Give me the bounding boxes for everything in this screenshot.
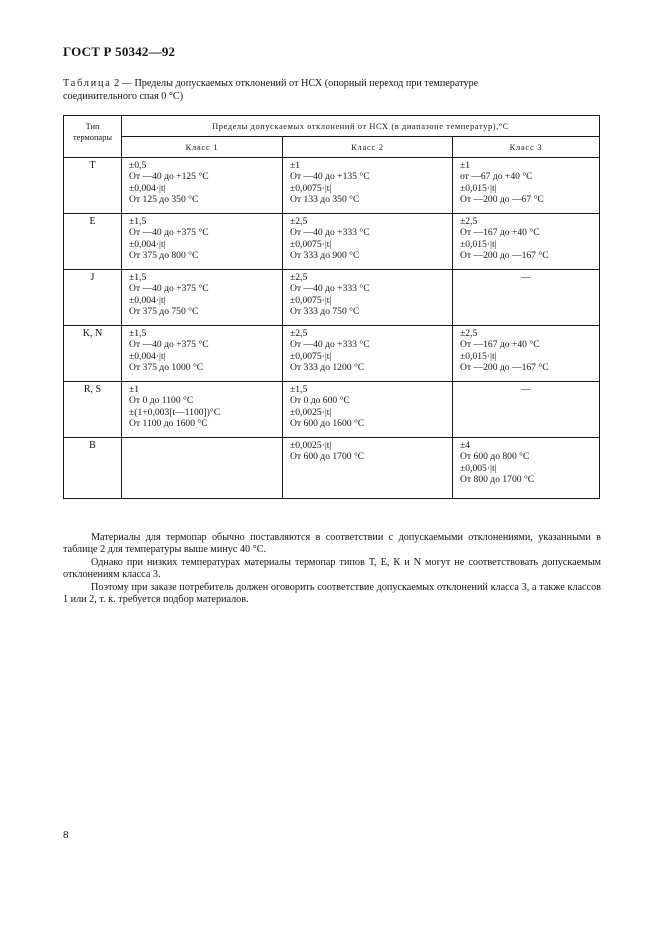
tolerance-line: От 133 до 350 °С [290,193,360,205]
note-paragraph: Поэтому при заказе потребитель должен оговорить соответствие допускаемых отклонений класса 3, а также классов 1 или 2, т. к. требуется подбор материалов. [63,581,601,606]
tolerance-line: ±1,5 [129,328,147,339]
thermocouple-type: J [64,270,122,326]
tolerance-line: ±0,0075·|t| [290,182,332,194]
tolerance-line: От —40 до +333 °С [290,339,370,351]
tolerance-line: ±0,0025·|t| [290,406,332,418]
thermocouple-type: B [64,438,122,499]
table-row [64,326,600,382]
tolerance-line: ±0,0025·|t| [290,440,332,451]
column-header-class-3: Класс 3 [453,137,600,158]
column-header-type: Тип термопары [64,116,122,158]
document-header: ГОСТ Р 50342—92 [63,44,176,59]
tolerance-line: ±0,5 [129,160,147,171]
tolerance-line: ±2,5 [460,216,478,227]
column-header-class-1: Класс 1 [122,137,283,158]
tolerance-line: От 0 до 1100 °С [129,395,194,407]
caption-text-line2: соединительного спая 0 °С) [63,90,184,102]
tolerance-line: ±0,015·|t| [460,238,497,250]
caption-label: Таблица [63,78,112,89]
tolerance-line: ±0,0075·|t| [290,350,332,362]
thermocouple-type: K, N [64,326,122,382]
thermocouple-type: E [64,214,122,270]
tolerance-line: От —200 до —67 °С [460,193,544,205]
tolerance-line: ±4 [460,440,471,451]
tolerance-line: ±1,5 [290,384,308,395]
class-2-tolerance-cell [283,382,453,438]
class-2-tolerance-cell [283,214,453,270]
tolerance-line: От 600 до 1600 °С [290,417,365,429]
tolerance-line: ±0,0075·|t| [290,238,332,250]
class-3-tolerance-cell [453,438,600,499]
tolerance-line: ±0,0075·|t| [290,294,332,306]
tolerance-line: От —40 до +333 °С [290,283,370,295]
tolerance-line: От —167 до +40 °С [460,339,540,351]
tolerance-line: От 600 до 800 °С [460,451,530,463]
class-3-not-applicable: — [453,270,600,326]
table-row [64,438,600,499]
class-2-tolerance-cell [283,158,453,214]
tolerance-line: От 375 до 800 °С [129,249,199,261]
column-header-limits: Пределы допускаемых отклонений от НСХ (в диапазоне температур),°С [122,116,600,137]
tolerance-line: От 600 до 1700 °С [290,451,365,463]
tolerance-line: От 375 до 1000 °С [129,361,204,373]
tolerance-table [63,115,600,499]
tolerance-line: ±0,004·|t| [129,182,166,194]
class-1-tolerance-cell [122,438,283,499]
thermocouple-type: R, S [64,382,122,438]
tolerance-line: От —40 до +135 °С [290,171,370,183]
tolerance-line: от —67 до +40 °С [460,171,533,183]
tolerance-line: От —40 до +125 °С [129,171,209,183]
class-2-tolerance-cell [283,270,453,326]
note-paragraph: Однако при низких температурах материалы термопар типов Т, Е, К и N могут не соответствовать допускаемым отклонениям класса 3. [63,556,601,581]
tolerance-line: От —200 до —167 °С [460,249,549,261]
tolerance-line: От —40 до +333 °С [290,227,370,239]
tolerance-line: От 125 до 350 °С [129,193,199,205]
caption-text: 2 — Пределы допускаемых отклонений от НСХ (опорный переход при температуре [114,78,479,89]
class-3-not-applicable: — [453,382,600,438]
note-paragraph: Материалы для термопар обычно поставляются в соответствии с допускаемыми отклонениями, указанными в таблице 2 для температуры выше минус 40 °С. [63,532,601,556]
tolerance-line: От —40 до +375 °С [129,283,209,295]
tolerance-line: ±1 [460,160,471,171]
class-3-tolerance-cell [453,326,600,382]
column-header-class-2: Класс 2 [283,137,453,158]
tolerance-line: ±1,5 [129,216,147,227]
tolerance-line: От —200 до —167 °С [460,361,549,373]
tolerance-line: ±2,5 [290,328,308,339]
tolerance-line: От 0 до 600 °С [290,395,350,407]
tolerance-line: От 333 до 1200 °С [290,361,365,373]
notes-section [63,532,601,606]
tolerance-line: ±1,5 [129,272,147,283]
table-row [64,214,600,270]
tolerance-line: От 800 до 1700 °С [460,473,535,485]
tolerance-line: ±0,015·|t| [460,350,497,362]
class-1-tolerance-cell [122,382,283,438]
table-row [64,158,600,214]
tolerance-line: ±0,005·|t| [460,462,497,474]
tolerance-line: От 1100 до 1600 °С [129,417,208,429]
table-row [64,382,600,438]
class-1-tolerance-cell [122,158,283,214]
class-2-tolerance-cell [283,438,453,499]
tolerance-line: ±1 [129,384,140,395]
tolerance-line: ±0,004·|t| [129,294,166,306]
tolerance-line: ±(1+0,003[t—1100])°С [129,406,221,418]
class-1-tolerance-cell [122,214,283,270]
table-row [64,270,600,326]
page-number: 8 [63,829,69,841]
tolerance-line: От 333 до 900 °С [290,249,360,261]
tolerance-line: От —167 до +40 °С [460,227,540,239]
tolerance-line: ±0,004·|t| [129,238,166,250]
tolerance-line: ±1 [290,160,301,171]
tolerance-line: От 333 до 750 °С [290,305,360,317]
class-1-tolerance-cell [122,326,283,382]
class-2-tolerance-cell [283,326,453,382]
tolerance-line: ±2,5 [290,216,308,227]
table-caption [63,78,603,103]
thermocouple-type: T [64,158,122,214]
class-1-tolerance-cell [122,270,283,326]
tolerance-line: ±2,5 [290,272,308,283]
tolerance-line: От —40 до +375 °С [129,339,209,351]
tolerance-line: ±0,015·|t| [460,182,497,194]
tolerance-line: От —40 до +375 °С [129,227,209,239]
tolerance-line: От 375 до 750 °С [129,305,199,317]
tolerance-line: ±0,004·|t| [129,350,166,362]
tolerance-line: ±2,5 [460,328,478,339]
class-3-tolerance-cell [453,214,600,270]
class-3-tolerance-cell [453,158,600,214]
